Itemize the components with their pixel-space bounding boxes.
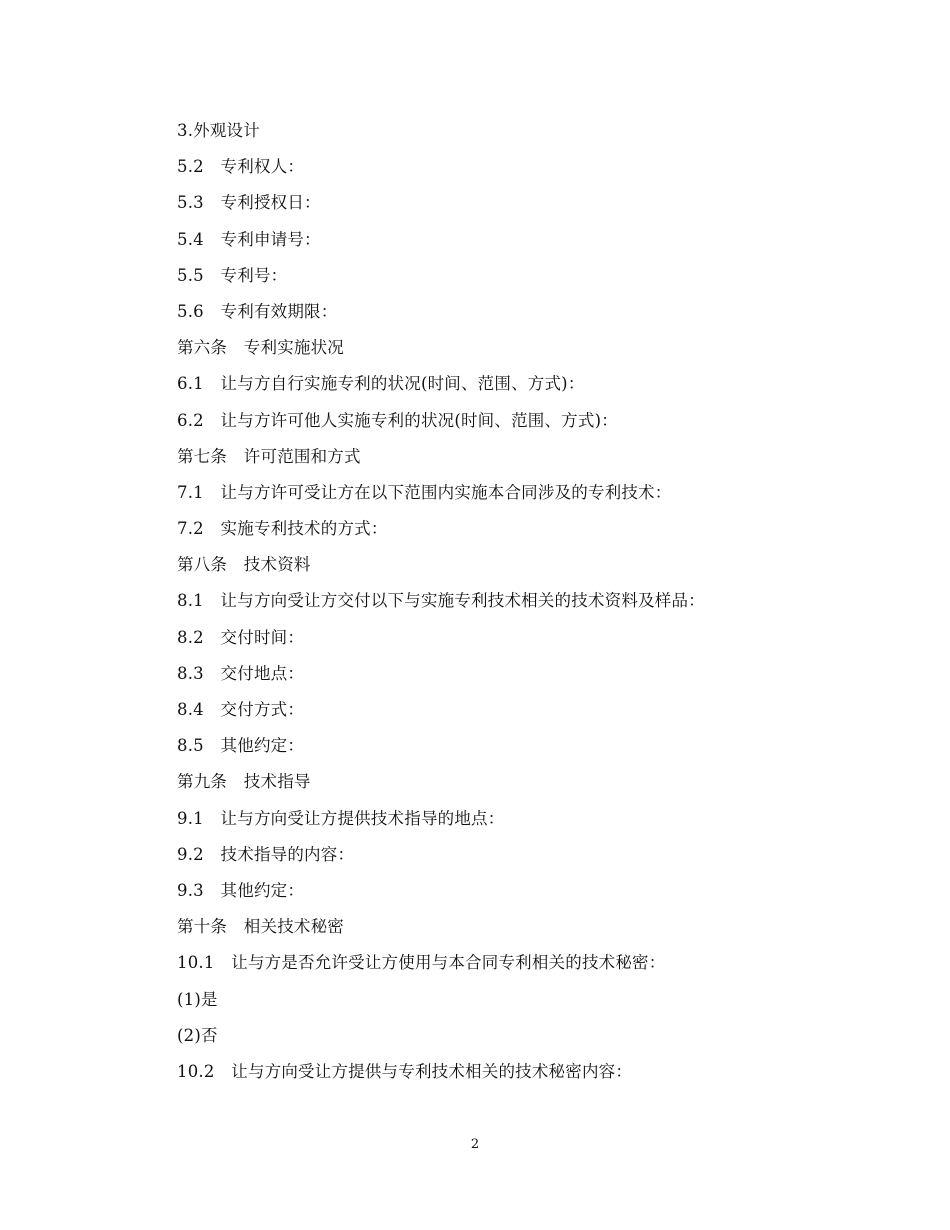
item-5-6-validity-period: 5.6 专利有效期限： [177, 301, 338, 321]
page-number: 2 [470, 1137, 480, 1152]
item-9-2: 9.2 技术指导的内容： [177, 844, 355, 864]
item-5-5-patent-number: 5.5 专利号： [177, 265, 288, 285]
item-7-2: 7.2 实施专利技术的方式： [177, 519, 388, 539]
article-9-heading: 第九条 技术指导 [177, 772, 311, 792]
option-no: (2)否 [177, 1025, 218, 1045]
item-8-5: 8.5 其他约定： [177, 736, 305, 756]
option-yes: (1)是 [177, 989, 218, 1009]
item-8-1: 8.1 让与方向受让方交付以下与实施专利技术相关的技术资料及样品： [177, 591, 705, 611]
document-body [177, 116, 817, 1093]
item-8-4: 8.4 交付方式： [177, 700, 305, 719]
article-6-heading: 第六条 专利实施状况 [177, 338, 344, 358]
item-6-2: 6.2 让与方许可他人实施专利的状况(时间、范围、方式)： [177, 410, 618, 430]
item-8-3: 8.3 交付地点： [177, 663, 305, 683]
article-8-heading: 第八条 技术资料 [177, 555, 311, 575]
item-appearance-design: 3.外观设计 [177, 121, 260, 140]
item-8-2: 8.2 交付时间： [177, 627, 305, 647]
item-5-2-patentee: 5.2 专利权人： [177, 157, 305, 177]
item-5-4-application-number: 5.4 专利申请号： [177, 229, 321, 249]
item-5-3-grant-date: 5.3 专利授权日： [177, 193, 321, 213]
item-7-1: 7.1 让与方许可受让方在以下范围内实施本合同涉及的专利技术： [177, 482, 672, 502]
item-10-2: 10.2 让与方向受让方提供与专利技术相关的技术秘密内容： [177, 1061, 633, 1081]
item-9-1: 9.1 让与方向受让方提供技术指导的地点： [177, 808, 505, 828]
article-10-heading: 第十条 相关技术秘密 [177, 917, 344, 937]
item-6-1: 6.1 让与方自行实施专利的状况(时间、范围、方式)： [177, 374, 585, 394]
item-9-3: 9.3 其他约定： [177, 880, 305, 900]
item-10-1: 10.1 让与方是否允许受让方使用与本合同专利相关的技术秘密： [177, 953, 666, 973]
article-7-heading: 第七条 许可范围和方式 [177, 446, 361, 466]
